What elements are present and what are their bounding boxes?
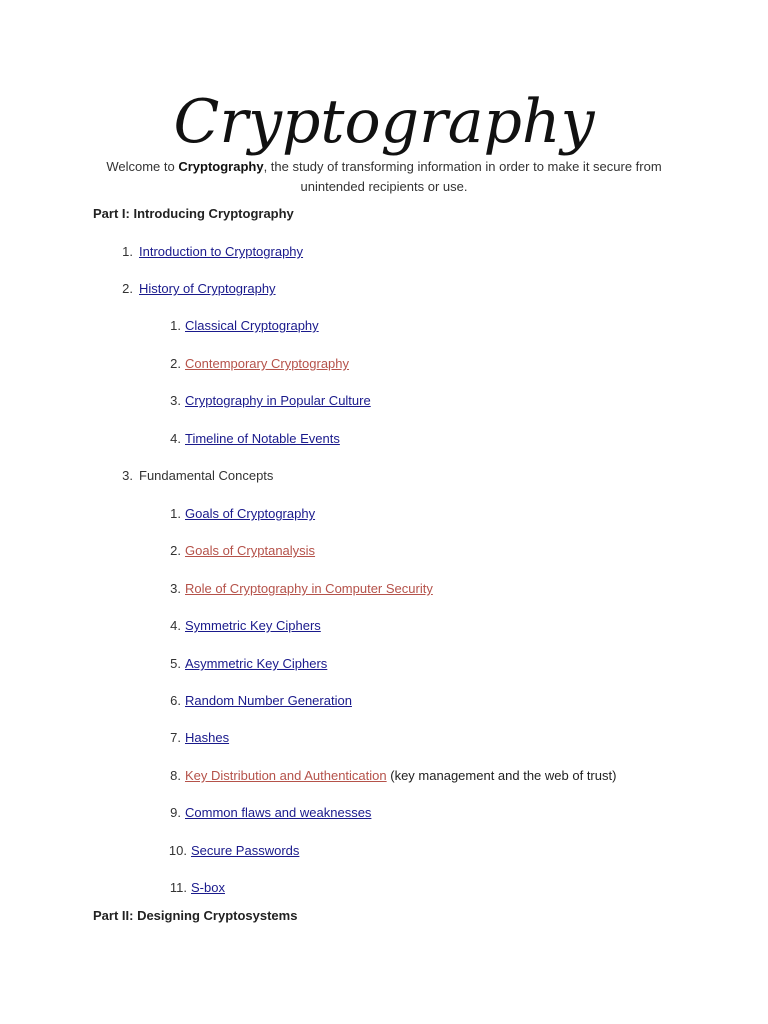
link-symmetric-key-ciphers[interactable]: Symmetric Key Ciphers — [185, 618, 321, 633]
toc-number: 10. — [168, 843, 187, 858]
link-cryptography-in-popular-culture[interactable]: Cryptography in Popular Culture — [185, 393, 371, 408]
link-key-distribution-and-authentication[interactable]: Key Distribution and Authentication — [185, 768, 387, 783]
link-random-number-generation[interactable]: Random Number Generation — [185, 693, 352, 708]
toc-number: 8. — [170, 768, 181, 783]
toc-subitem — [166, 430, 340, 448]
fundamental-concepts-label: Fundamental Concepts — [139, 468, 274, 483]
link-s-box[interactable]: S-box — [191, 880, 225, 895]
toc-number: 3. — [170, 393, 181, 408]
key-distribution-note: (key management and the web of trust) — [386, 768, 617, 783]
toc-subitem — [166, 317, 319, 335]
toc-number: 1. — [170, 318, 181, 333]
toc-subitem — [166, 804, 371, 822]
toc-number: 2. — [122, 281, 133, 296]
part-1-heading: Part I: Introducing Cryptography — [93, 206, 294, 221]
toc-number: 1. — [170, 506, 181, 521]
toc-subitem — [166, 655, 327, 673]
intro-prefix: Welcome to — [106, 159, 179, 174]
link-classical-cryptography[interactable]: Classical Cryptography — [185, 318, 319, 333]
toc-number: 7. — [170, 730, 181, 745]
link-timeline-of-notable-events[interactable]: Timeline of Notable Events — [185, 431, 340, 446]
link-history-of-cryptography[interactable]: History of Cryptography — [139, 281, 276, 296]
link-contemporary-cryptography[interactable]: Contemporary Cryptography — [185, 356, 350, 371]
toc-number: 1. — [122, 244, 133, 259]
toc-subitem — [166, 355, 349, 373]
toc-number: 5. — [170, 656, 181, 671]
toc-item-history — [113, 280, 276, 298]
intro-bold-term: Cryptography — [178, 159, 264, 174]
toc-number: 2. — [170, 356, 181, 371]
toc-subitem — [166, 542, 315, 560]
link-goals-of-cryptography[interactable]: Goals of Cryptography — [185, 506, 316, 521]
toc-number: 6. — [170, 693, 181, 708]
toc-item-fundamental-concepts — [113, 467, 273, 485]
toc-subitem — [166, 842, 299, 860]
toc-item-introduction — [113, 243, 303, 261]
part-2-heading: Part II: Designing Cryptosystems — [93, 908, 298, 923]
intro-suffix: , the study of transforming information in order to make it secure from unintended recipients or use. — [263, 159, 662, 194]
link-hashes[interactable]: Hashes — [185, 730, 230, 745]
intro-paragraph — [88, 157, 680, 197]
toc-subitem — [166, 879, 225, 897]
page-title: Cryptography — [173, 87, 595, 157]
link-role-of-cryptography-in-computer-security[interactable]: Role of Cryptography in Computer Security — [185, 581, 433, 596]
toc-number: 3. — [122, 468, 133, 483]
link-goals-of-cryptanalysis[interactable]: Goals of Cryptanalysis — [185, 543, 316, 558]
toc-number: 11. — [169, 880, 187, 895]
link-common-flaws-and-weaknesses[interactable]: Common flaws and weaknesses — [185, 805, 372, 820]
toc-number: 4. — [170, 618, 181, 633]
toc-subitem — [166, 392, 371, 410]
toc-number: 9. — [170, 805, 181, 820]
toc-number: 2. — [170, 543, 181, 558]
link-introduction-to-cryptography[interactable]: Introduction to Cryptography — [139, 244, 304, 259]
toc-subitem — [166, 692, 352, 710]
toc-subitem — [166, 767, 616, 785]
link-asymmetric-key-ciphers[interactable]: Asymmetric Key Ciphers — [185, 656, 328, 671]
toc-number: 4. — [170, 431, 181, 446]
toc-subitem — [166, 617, 321, 635]
toc-number: 3. — [170, 581, 181, 596]
toc-subitem — [166, 729, 229, 747]
toc-subitem — [166, 580, 433, 598]
toc-subitem — [166, 505, 315, 523]
link-secure-passwords[interactable]: Secure Passwords — [191, 843, 300, 858]
